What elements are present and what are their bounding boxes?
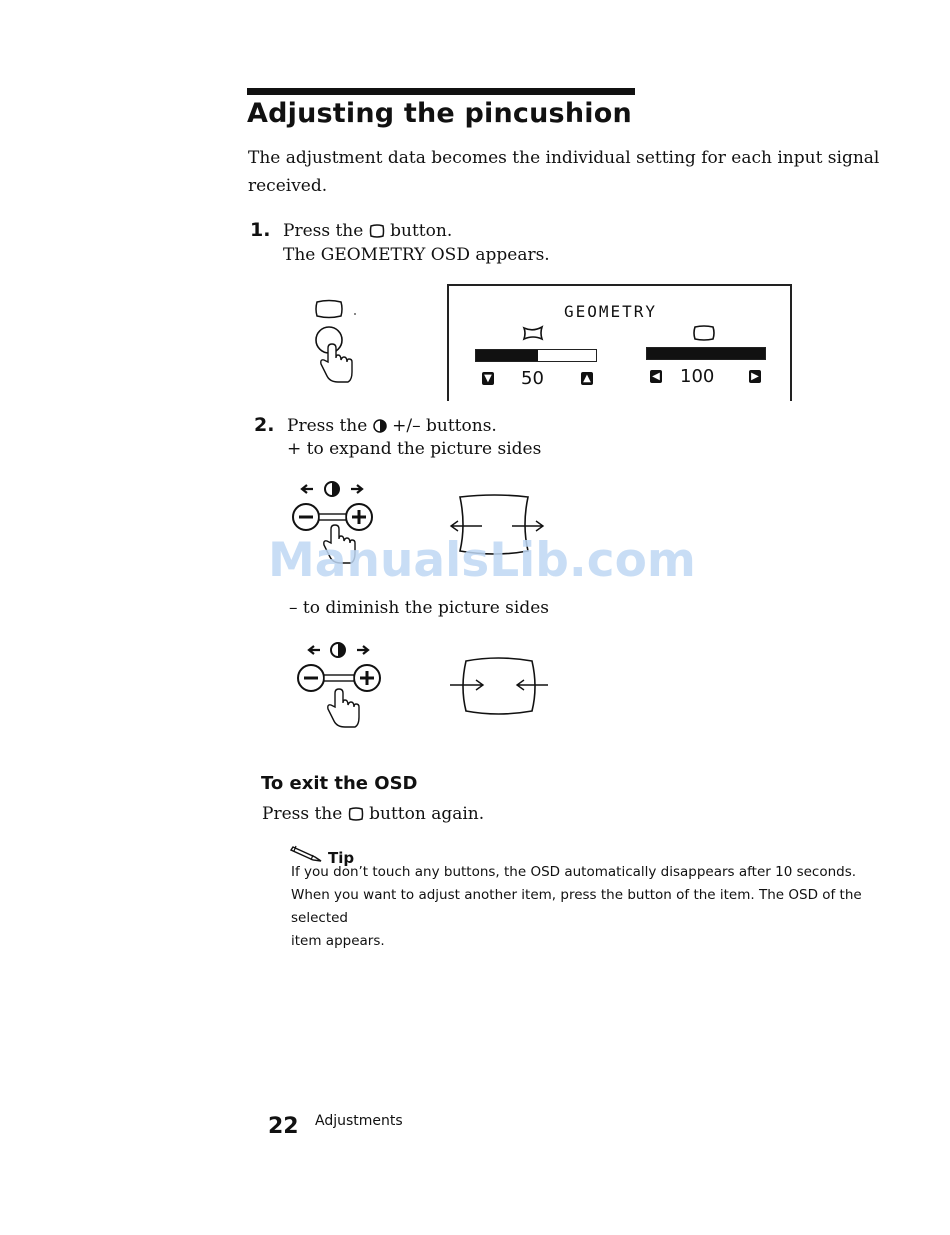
section-name: Adjustments [315,1113,403,1129]
step-1-post: button. [390,221,453,241]
intro-paragraph: The adjustment data becomes the individual setting for each input signal received. [248,148,880,196]
diminish-screen-illustration [448,653,552,719]
step-number: 2. [254,414,275,436]
step-2 [254,414,274,436]
left-arrow-icon [309,646,320,654]
step-1-text [283,219,550,267]
exit-osd-heading: To exit the OSD [261,773,418,794]
expand-caption: + to expand the picture sides [287,439,542,459]
contrast-icon [373,419,387,433]
step-1 [250,219,270,241]
geometry-button-press-illustration [308,296,368,388]
diminish-buttons-illustration [287,637,387,737]
pincushion-level-bar [475,349,597,362]
exit-osd-text [262,802,484,826]
right-arrow-icon [357,646,368,654]
pointing-hand-icon [328,689,359,727]
pincushion-value: 50 [521,368,544,389]
tip-text [291,861,911,953]
tip-line-3: item appears. [291,933,385,949]
step-2-post: +/– buttons. [392,416,497,436]
page-number: 22 [268,1114,299,1139]
step-2-text [287,414,497,438]
geometry-icon [692,324,716,342]
right-arrow-icon [351,485,362,493]
left-arrow-icon [302,485,313,493]
tip-line-2: When you want to adjust another item, press the button of the item. The OSD of the selected [291,887,862,926]
step-1-pre: Press the [283,221,364,241]
right-key-icon: ▶ [749,370,761,383]
osd-title: GEOMETRY [564,302,658,321]
rocker-bar [319,514,346,520]
pencil-icon [290,843,324,863]
exit-pre: Press the [262,804,343,824]
geometry-button-icon [348,807,364,821]
page-title: Adjusting the pincushion [247,98,632,129]
tip-line-1: If you don’t touch any buttons, the OSD automatically disappears after 10 seconds. [291,864,857,880]
geometry-button-icon [316,301,356,318]
geometry-button-icon [369,224,385,238]
exit-post: button again. [369,804,485,824]
diminish-caption: – to diminish the picture sides [289,598,549,618]
pointing-hand-icon [321,344,352,382]
geometry-osd [447,284,792,401]
geometry-level-fill [647,348,765,359]
heading-rule [247,88,635,95]
geometry-value: 100 [680,366,715,387]
step-2-pre: Press the [287,416,368,436]
left-key-icon: ◀ [650,370,662,383]
rocker-bar [324,675,354,681]
watermark: ManualsLib.com [268,533,696,588]
down-key-icon: ▼ [482,372,494,385]
tip-label: Tip [328,849,355,867]
step-number: 1. [250,219,271,241]
step-1-note: The GEOMETRY OSD appears. [283,245,550,265]
geometry-level-bar [646,347,766,360]
contrast-icon [325,482,339,496]
pincushion-icon [521,324,545,342]
contrast-icon [331,643,345,657]
up-key-icon: ▲ [581,372,593,385]
pincushion-level-fill [476,350,538,361]
